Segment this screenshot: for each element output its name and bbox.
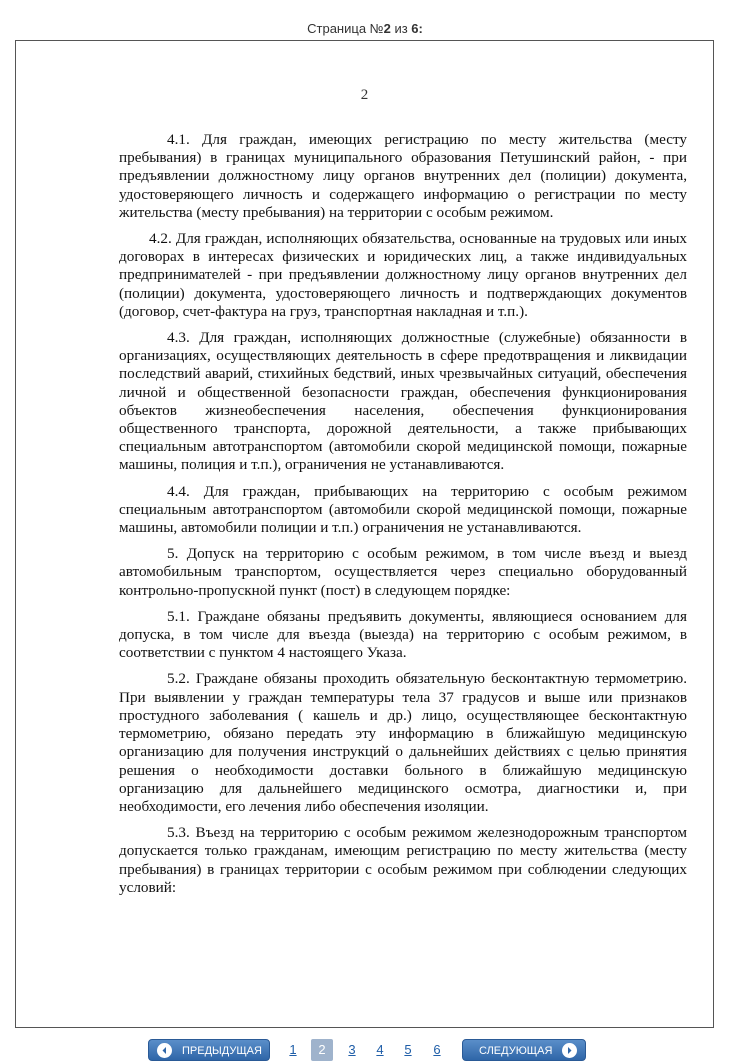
- page-indicator-prefix: Страница №: [307, 21, 384, 36]
- document-page: [15, 40, 714, 1028]
- paragraph-4-2: 4.2. Для граждан, исполняющих обязательства, основанные на трудовых или иных договорах в интересах физических и юридических лиц, а также индивидуальных предпринимателей - при предъявлении должностному лицу органов внутренних дел (полиции) документа, удостоверяющего личность и подтверждающих документов (договор, счет-фактура на груз, транспортная накладная и т.п.).: [119, 230, 687, 320]
- paragraph-5-2: 5.2. Граждане обязаны проходить обязательную бесконтактную термометрию. При выявлении у граждан температуры тела 37 градусов и выше или признаков простудного заболевания ( кашель и др.) лицо, осуществляющее бесконтактную термометрию, обязано передать эту информацию в ближайшую медицинскую организацию для получения инструкций о дальнейших действиях с целью принятия решения о необходимости доставки больного в ближайшую медицинскую организацию для дальнейшего медицинского осмотра, диагностики и, при необходимости, его лечения либо обеспечения изоляции.: [119, 670, 687, 815]
- pagination: [0, 1039, 730, 1063]
- page-indicator-total: 6: [411, 21, 419, 36]
- page-indicator: [0, 21, 730, 36]
- previous-page-label: ПРЕДЫДУЩАЯ: [182, 1045, 262, 1057]
- page-link-1[interactable]: 1: [289, 1042, 297, 1057]
- paragraph-4-1: 4.1. Для граждан, имеющих регистрацию по месту жительства (месту пребывания) в границах муниципального образования Петушинский район, - при предъявлении должностному лицу органов внутренних дел (полиции) документа, удостоверяющего личность и содержащего информацию о регистрации по месту жительства (месту пребывания) на территории с особым режимом.: [119, 131, 687, 221]
- paragraph-5-3: 5.3. Въезд на территорию с особым режимом железнодорожным транспортом допускается только гражданам, имеющим регистрацию по месту жительства (месту пребывания) в границах территории с особым режимом при соблюдении следующих условий:: [119, 824, 687, 896]
- next-page-button[interactable]: [462, 1039, 586, 1061]
- page-link-5[interactable]: 5: [404, 1042, 412, 1057]
- page-link-6[interactable]: 6: [433, 1042, 441, 1057]
- page-indicator-current: 2: [383, 21, 391, 36]
- paragraph-5-1: 5.1. Граждане обязаны предъявить документы, являющиеся основанием для допуска, в том числе для въезда (выезда) на территорию с особым режимом, в соответствии с пунктом 4 настоящего Указа.: [119, 607, 687, 662]
- page-link-3[interactable]: 3: [348, 1042, 356, 1057]
- previous-page-button[interactable]: [148, 1039, 270, 1061]
- arrow-right-icon: [562, 1043, 577, 1058]
- arrow-left-icon: [157, 1043, 172, 1058]
- paragraph-4-3: 4.3. Для граждан, исполняющих должностные (служебные) обязанности в организациях, осуществляющих деятельность в сфере предотвращения и ликвидации последствий аварий, стихийных бедствий, иных чрезвычайных ситуаций, обеспечения личной и общественной безопасности граждан, обеспечения функционирования объектов жизнеобеспечения населения, обеспечения функционирования общественного транспорта, дорожной деятельности, а также прибывающих специальным автотранспортом (автомобили скорой медицинской помощи, пожарные машины, полиция и т.п.), ограничения не устанавливаются.: [119, 329, 687, 474]
- document-page-number: 2: [360, 87, 369, 103]
- page-link-2-current[interactable]: 2: [311, 1039, 333, 1061]
- paragraph-4-4: 4.4. Для граждан, прибывающих на территорию с особым режимом специальным автотранспортом (автомобили скорой медицинской помощи, пожарные машины, автомобили полиции и т.п.) ограничения не устанавливаются.: [119, 482, 687, 537]
- next-page-label: СЛЕДУЮЩАЯ: [479, 1045, 553, 1057]
- document-text: [119, 131, 687, 905]
- page-link-4[interactable]: 4: [376, 1042, 384, 1057]
- page-indicator-suffix: :: [418, 21, 423, 36]
- paragraph-5: 5. Допуск на территорию с особым режимом, в том числе въезд и выезд автомобильным транспортом, осуществляется через специально оборудованный контрольно-пропускной пункт (пост) в следующем порядке:: [119, 545, 687, 599]
- page-indicator-of: из: [390, 21, 412, 36]
